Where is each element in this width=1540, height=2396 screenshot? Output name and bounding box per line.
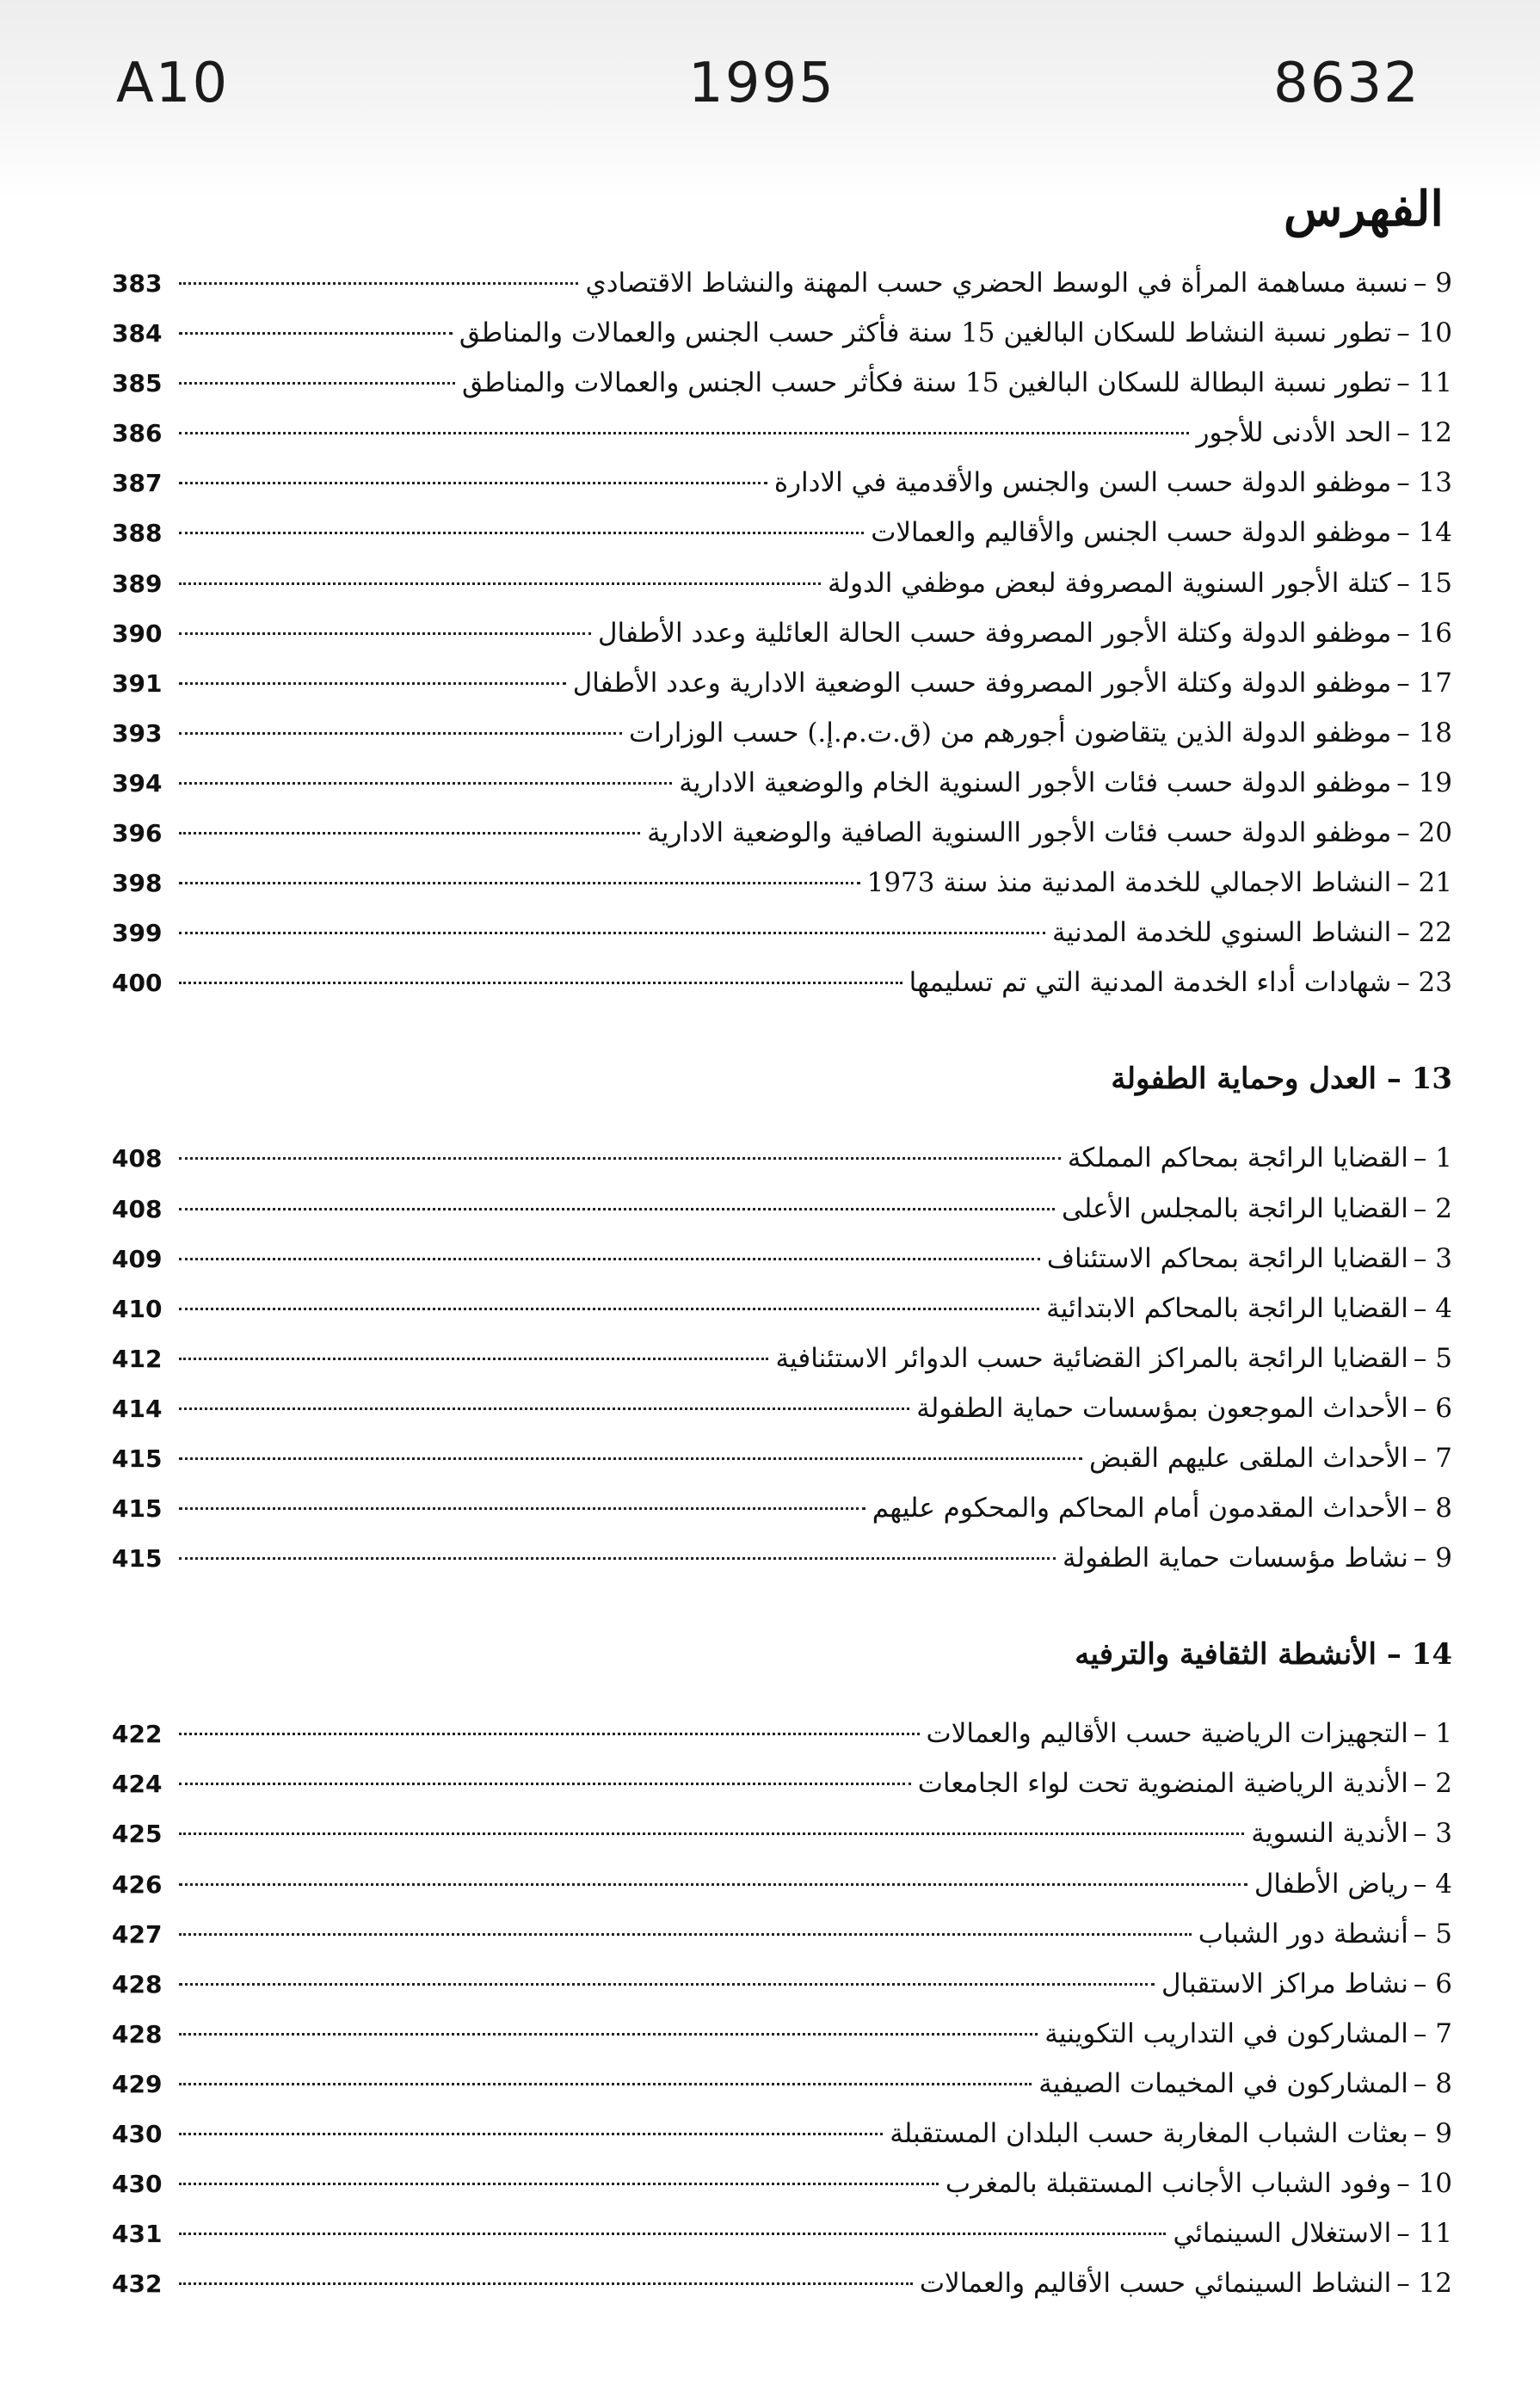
- entry-page-number: 432: [112, 2270, 163, 2299]
- entry-page-number: 412: [112, 1344, 163, 1373]
- entry-page-number: 393: [112, 718, 163, 748]
- toc-entry[interactable]: [112, 2009, 1452, 2059]
- entry-title: موظفو الدولة وكتلة الأجور المصروفة حسب الحالة العائلية وعدد الأطفال: [598, 617, 1392, 649]
- entry-page-number: 396: [112, 819, 163, 848]
- entry-title: كتلة الأجور السنوية المصروفة لبعض موظفي الدولة: [828, 567, 1392, 599]
- entry-title: القضايا الرائجة بمحاكم المملكة: [1067, 1143, 1408, 1174]
- entry-title: موظفو الدولة حسب الجنس والأقاليم والعمالات: [871, 517, 1392, 549]
- entry-number: 8 –: [1413, 2067, 1452, 2099]
- dot-leader: [179, 1557, 1056, 1560]
- entry-number: 11 –: [1396, 2218, 1452, 2250]
- toc-entry[interactable]: [112, 2159, 1452, 2208]
- dot-leader: [179, 682, 566, 685]
- toc-entry[interactable]: [112, 758, 1452, 808]
- entry-title: أنشطة دور الشباب: [1198, 1918, 1408, 1949]
- entry-number: 1 –: [1413, 1718, 1452, 1750]
- entry-page-number: 428: [112, 1969, 163, 1999]
- toc-entry[interactable]: [112, 1808, 1452, 1858]
- entry-title: موظفو الدولة حسب فئات الأجور السنوية الخام والوضعية الادارية: [679, 767, 1392, 798]
- entry-number: 12 –: [1396, 2268, 1452, 2300]
- dot-leader: [179, 1308, 1039, 1310]
- toc-entry[interactable]: [112, 1483, 1452, 1533]
- entry-title: الأندية النسوية: [1251, 1818, 1408, 1850]
- dot-leader: [179, 1883, 1247, 1886]
- handwritten-note-left: A10: [116, 52, 230, 115]
- toc-entry[interactable]: [112, 1709, 1452, 1759]
- toc-entry[interactable]: [112, 458, 1452, 508]
- entry-page-number: 431: [112, 2220, 163, 2249]
- toc-entry[interactable]: [112, 808, 1452, 858]
- page-title: الفهرس: [1283, 181, 1444, 237]
- dot-leader: [179, 632, 591, 635]
- entry-page-number: 425: [112, 1820, 163, 1849]
- entry-number: 5 –: [1413, 1918, 1452, 1949]
- dot-leader: [179, 1157, 1061, 1160]
- toc-entry[interactable]: [112, 608, 1452, 658]
- dot-leader: [179, 2133, 883, 2135]
- entry-title: المشاركون في المخيمات الصيفية: [1038, 2067, 1408, 2099]
- entry-number: 17 –: [1396, 667, 1452, 699]
- toc-entry[interactable]: [112, 2258, 1452, 2308]
- entry-title: بعثات الشباب المغاربة حسب البلدان المستقبلة: [890, 2118, 1408, 2149]
- entry-number: 20 –: [1396, 817, 1452, 849]
- entry-number: 23 –: [1396, 967, 1452, 999]
- entry-number: 9 –: [1413, 2118, 1452, 2149]
- entry-number: 1 –: [1413, 1143, 1452, 1174]
- dot-leader: [179, 782, 672, 785]
- entry-title: وفود الشباب الأجانب المستقبلة بالمغرب: [945, 2168, 1392, 2200]
- entry-page-number: 415: [112, 1544, 163, 1574]
- dot-leader: [179, 482, 767, 484]
- dot-leader: [179, 432, 1189, 434]
- entry-page-number: 400: [112, 969, 163, 998]
- toc-entry[interactable]: [112, 1533, 1452, 1583]
- toc-entry[interactable]: [112, 2208, 1452, 2258]
- toc-section: [112, 1630, 1452, 2308]
- entry-title: موظفو الدولة حسب السن والجنس والأقدمية في الادارة: [773, 467, 1392, 499]
- entry-page-number: 427: [112, 1919, 163, 1949]
- entry-number: 7 –: [1413, 1442, 1452, 1474]
- dot-leader: [179, 1457, 1082, 1460]
- entry-page-number: 390: [112, 619, 163, 648]
- dot-leader: [179, 1208, 1055, 1210]
- entry-title: الأندية الرياضية المنضوية تحت لواء الجامعات: [917, 1768, 1408, 1800]
- entry-number: 21 –: [1396, 867, 1452, 899]
- entry-page-number: 415: [112, 1444, 163, 1473]
- entry-number: 9 –: [1413, 1543, 1452, 1574]
- entry-title: تطور نسبة النشاط للسكان البالغين 15 سنة فأكثر حسب الجنس والعمالات والمناطق: [459, 317, 1392, 349]
- toc-entry[interactable]: [112, 858, 1452, 908]
- entry-title: القضايا الرائجة بالمحاكم الابتدائية: [1046, 1292, 1408, 1324]
- entry-number: 2 –: [1413, 1192, 1452, 1224]
- entry-title: النشاط السينمائي حسب الأقاليم والعمالات: [919, 2268, 1392, 2300]
- entry-page-number: 408: [112, 1194, 163, 1223]
- entry-number: 4 –: [1413, 1292, 1452, 1324]
- dot-leader: [179, 1983, 1155, 1986]
- toc-entry[interactable]: [112, 708, 1452, 758]
- toc-entry[interactable]: [112, 358, 1452, 408]
- entry-title: رياض الأطفال: [1254, 1868, 1408, 1900]
- toc-entry[interactable]: [112, 2059, 1452, 2109]
- entry-title: الاستغلال السينمائي: [1173, 2218, 1392, 2250]
- entry-title: القضايا الرائجة بمحاكم الاستئناف: [1046, 1242, 1408, 1274]
- entry-page-number: 386: [112, 419, 163, 448]
- entry-number: 16 –: [1396, 617, 1452, 649]
- dot-leader: [179, 1832, 1244, 1835]
- entry-title: القضايا الرائجة بالمراكز القضائية حسب الدوائر الاستئنافية: [775, 1342, 1408, 1374]
- toc-entry[interactable]: [112, 1184, 1452, 1234]
- section-heading: 13 – العدل وحماية الطفولة: [1111, 1062, 1452, 1097]
- entry-title: الحد الأدنى للأجور: [1196, 417, 1392, 449]
- entry-page-number: 428: [112, 2019, 163, 2048]
- toc-entry[interactable]: [112, 1133, 1452, 1183]
- entry-title: موظفو الدولة وكتلة الأجور المصروفة حسب الوضعية الادارية وعدد الأطفال: [572, 667, 1392, 699]
- toc-section: [112, 1055, 1452, 1583]
- dot-leader: [179, 982, 902, 984]
- dot-leader: [179, 932, 1045, 934]
- dot-leader: [179, 1407, 909, 1410]
- entry-title: نشاط مؤسسات حماية الطفولة: [1063, 1543, 1408, 1574]
- entry-number: 7 –: [1413, 2017, 1452, 2049]
- entry-number: 12 –: [1396, 417, 1452, 449]
- entry-number: 2 –: [1413, 1768, 1452, 1800]
- entry-title: الأحداث الموجعون بمؤسسات حماية الطفولة: [916, 1392, 1408, 1424]
- section-heading: 14 – الأنشطة الثقافية والترفيه: [1075, 1637, 1452, 1672]
- dot-leader: [179, 1783, 911, 1785]
- dot-leader: [179, 532, 864, 534]
- dot-leader: [179, 582, 821, 585]
- entry-page-number: 409: [112, 1244, 163, 1273]
- dot-leader: [179, 2233, 1166, 2235]
- dot-leader: [179, 2033, 1038, 2036]
- toc-entry[interactable]: [112, 1284, 1452, 1334]
- toc-section: [112, 258, 1452, 1007]
- entry-title: تطور نسبة البطالة للسكان البالغين 15 سنة فكأثر حسب الجنس والعمالات والمناطق: [462, 367, 1392, 399]
- toc-entry[interactable]: [112, 558, 1452, 608]
- entry-page-number: 430: [112, 2120, 163, 2148]
- entry-number: 10 –: [1396, 317, 1452, 349]
- dot-leader: [179, 1933, 1192, 1936]
- entry-page-number: 387: [112, 469, 163, 498]
- entry-number: 8 –: [1413, 1493, 1452, 1524]
- entry-number: 15 –: [1396, 567, 1452, 599]
- entry-title: موظفو الدولة حسب فئات الأجور االسنوية الصافية والوضعية الادارية: [647, 817, 1392, 849]
- entry-page-number: 391: [112, 668, 163, 698]
- entry-page-number: 422: [112, 1720, 163, 1749]
- dot-leader: [179, 382, 455, 385]
- handwritten-note-right: 8632: [1273, 52, 1420, 115]
- entry-title: الأحداث الملقى عليهم القبض: [1088, 1442, 1408, 1474]
- entry-page-number: 426: [112, 1869, 163, 1899]
- dot-leader: [179, 882, 860, 884]
- entry-page-number: 389: [112, 569, 163, 598]
- entry-number: 11 –: [1396, 367, 1452, 399]
- entry-number: 6 –: [1413, 1392, 1452, 1424]
- entry-page-number: 399: [112, 919, 163, 948]
- dot-leader: [179, 1258, 1040, 1260]
- entry-page-number: 414: [112, 1394, 163, 1423]
- dot-leader: [179, 1507, 865, 1510]
- toc-entry[interactable]: [112, 1959, 1452, 2009]
- entry-number: 9 –: [1413, 268, 1452, 299]
- entry-page-number: 429: [112, 2069, 163, 2098]
- table-of-contents: [112, 258, 1452, 2308]
- entry-title: التجهيزات الرياضية حسب الأقاليم والعمالات: [926, 1718, 1408, 1750]
- entry-page-number: 398: [112, 869, 163, 898]
- entry-number: 13 –: [1396, 467, 1452, 499]
- dot-leader: [179, 1358, 768, 1360]
- entry-page-number: 385: [112, 369, 163, 398]
- entry-number: 6 –: [1413, 1968, 1452, 1999]
- entry-number: 10 –: [1396, 2168, 1452, 2200]
- entry-page-number: 388: [112, 519, 163, 548]
- entry-number: 19 –: [1396, 767, 1452, 798]
- toc-entry[interactable]: [112, 308, 1452, 358]
- entry-page-number: 394: [112, 768, 163, 798]
- entry-title: نسبة مساهمة المرأة في الوسط الحضري حسب المهنة والنشاط الاقتصادي: [585, 268, 1408, 299]
- entry-page-number: 410: [112, 1294, 163, 1323]
- entry-title: الأحداث المقدمون أمام المحاكم والمحكوم عليهم: [872, 1493, 1408, 1524]
- entry-page-number: 430: [112, 2170, 163, 2199]
- entry-page-number: 408: [112, 1144, 163, 1173]
- entry-number: 22 –: [1396, 917, 1452, 949]
- dot-leader: [179, 2282, 913, 2285]
- toc-entry[interactable]: [112, 258, 1452, 308]
- toc-entry[interactable]: [112, 1334, 1452, 1383]
- dot-leader: [179, 1733, 920, 1735]
- entry-title: المشاركون في التداريب التكوينية: [1044, 2017, 1408, 2049]
- toc-entry[interactable]: [112, 1859, 1452, 1909]
- toc-entry[interactable]: [112, 408, 1452, 458]
- toc-entry[interactable]: [112, 1909, 1452, 1959]
- toc-entry[interactable]: [112, 1234, 1452, 1284]
- entry-page-number: 415: [112, 1494, 163, 1524]
- entry-title: القضايا الرائجة بالمجلس الأعلى: [1062, 1192, 1408, 1224]
- entry-number: 3 –: [1413, 1242, 1452, 1274]
- dot-leader: [179, 2183, 939, 2185]
- handwritten-note-center: 1995: [688, 52, 835, 115]
- entry-number: 4 –: [1413, 1868, 1452, 1900]
- entry-title: موظفو الدولة الذين يتقاضون أجورهم من (ق.ت.م.إ.) حسب الوزارات: [628, 717, 1392, 748]
- entry-title: شهادات أداء الخدمة المدنية التي تم تسليمها: [909, 967, 1392, 999]
- toc-entry[interactable]: [112, 1759, 1452, 1808]
- entry-title: نشاط مراكز الاستقبال: [1161, 1968, 1408, 1999]
- dot-leader: [179, 732, 622, 735]
- dot-leader: [179, 832, 640, 835]
- entry-page-number: 383: [112, 269, 163, 298]
- toc-entry[interactable]: [112, 1383, 1452, 1433]
- toc-entry[interactable]: [112, 658, 1452, 708]
- toc-entry[interactable]: [112, 908, 1452, 958]
- entry-title: النشاط الاجمالي للخدمة المدنية منذ سنة 1973: [866, 867, 1392, 899]
- entry-number: 3 –: [1413, 1818, 1452, 1850]
- entry-number: 5 –: [1413, 1342, 1452, 1374]
- entry-title: النشاط السنوي للخدمة المدنية: [1052, 917, 1392, 949]
- toc-entry[interactable]: [112, 958, 1452, 1007]
- toc-entry[interactable]: [112, 2109, 1452, 2159]
- dot-leader: [179, 282, 578, 285]
- entry-page-number: 384: [112, 319, 163, 348]
- entry-number: 18 –: [1396, 717, 1452, 748]
- entry-page-number: 424: [112, 1770, 163, 1799]
- toc-entry[interactable]: [112, 508, 1452, 557]
- dot-leader: [179, 2083, 1032, 2085]
- entry-number: 14 –: [1396, 517, 1452, 549]
- dot-leader: [179, 332, 453, 335]
- toc-entry[interactable]: [112, 1433, 1452, 1483]
